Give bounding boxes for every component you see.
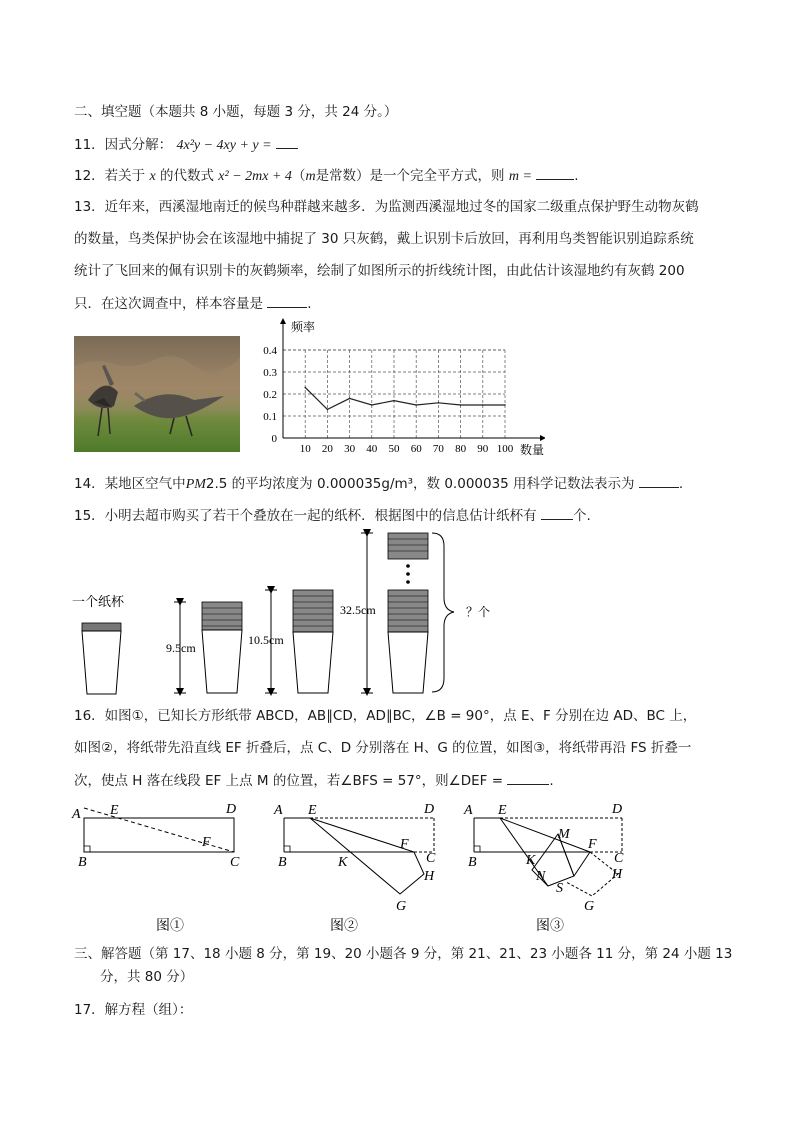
y-axis-arrow xyxy=(280,318,286,324)
q15-text: 15．小明去超市购买了若干个叠放在一起的纸杯．根据图中的信息估计纸杯有 xyxy=(74,508,537,524)
x-tick-label: 100 xyxy=(496,443,514,455)
q12-var-x: x xyxy=(149,169,156,184)
x-tick-label: 20 xyxy=(321,443,333,455)
x-tick-label: 10 xyxy=(299,443,311,455)
q13-line-4-text: 只．在这次调查中，样本容量是 xyxy=(74,296,263,312)
q12-answer-blank xyxy=(536,165,574,180)
q16-line-1: 16．如图①，已知长方形纸带 ABCD，AB∥CD，AD∥BC，∠B = 90°，点 E、F 分别在边 AD、BC 上， xyxy=(74,708,697,724)
pt-A-2: A xyxy=(274,803,283,818)
cup-stack-small xyxy=(166,602,242,693)
pt-K-2: K xyxy=(338,855,348,870)
crane-photo xyxy=(74,336,240,452)
unknown-count-label: ？个 xyxy=(466,605,491,619)
section-2-title: 二、填空题（本题共 8 小题，每题 3 分，共 24 分。） xyxy=(74,104,398,120)
pt-E-2: E xyxy=(308,803,317,818)
y-tick-label: 0.1 xyxy=(263,411,277,423)
x-tick-label: 40 xyxy=(366,443,378,455)
x-tick-label: 80 xyxy=(455,443,467,455)
pt-D-3: D xyxy=(612,802,623,817)
q16-answer-blank xyxy=(507,770,549,785)
pt-N-3: N xyxy=(536,869,546,884)
pt-M-3: M xyxy=(558,827,570,842)
pt-G-2: G xyxy=(396,899,407,914)
q13-line-2: 的数量，鸟类保护协会在该湿地中捕捉了 30 只灰鹤，戴上识别卡后放回，再利用鸟类智能识别追踪系统 xyxy=(74,231,694,247)
pt-A-1: A xyxy=(72,807,81,822)
q12-text-c: （ xyxy=(291,168,306,184)
q15-answer-blank xyxy=(541,505,573,520)
q11-answer-blank xyxy=(276,134,298,149)
q14-period: . xyxy=(678,476,684,492)
fig-2-caption: 图② xyxy=(330,919,358,934)
q12-expression: x² − 2mx + 4 xyxy=(218,169,292,184)
pt-E-3: E xyxy=(498,803,507,818)
frequency-series-line xyxy=(305,387,505,409)
q16-line-3-text: 次，使点 H 落在线段 EF 上点 M 的位置，若∠BFS = 57°，则∠DEF = xyxy=(74,773,504,789)
paper-cups-figure xyxy=(70,528,510,700)
q16-line-2: 如图②，将纸带先沿直线 EF 折叠后，点 C、D 分别落在 H、G 的位置，如图③，将纸带再沿 FS 折叠一 xyxy=(74,740,692,756)
q12-period: . xyxy=(574,168,579,184)
q12-var-m: m xyxy=(305,169,316,184)
question-12 xyxy=(74,165,579,187)
q12-m-equals: m = xyxy=(508,169,532,184)
pt-D-2: D xyxy=(424,802,435,817)
q13-period: . xyxy=(307,296,312,312)
q13-answer-blank xyxy=(267,293,307,308)
pt-E-1: E xyxy=(110,803,119,818)
height-10.5cm: 10.5cm xyxy=(248,633,284,647)
figure-1 xyxy=(71,802,240,934)
pt-C-3: C xyxy=(614,851,624,866)
pt-D-1: D xyxy=(226,802,237,817)
q13-line-4 xyxy=(74,293,312,314)
height-32.5cm: 32.5cm xyxy=(340,603,376,617)
fig-1-caption: 图① xyxy=(156,919,184,934)
q11-expression: 4x²y − 4xy + y = xyxy=(176,138,272,153)
frequency-line-chart xyxy=(255,318,545,460)
cup-stack-tall xyxy=(340,533,490,693)
x-axis-label: 数量 xyxy=(520,443,545,457)
x-axis-arrow xyxy=(540,435,545,441)
pt-F-1: F xyxy=(202,835,211,850)
height-9.5cm: 9.5cm xyxy=(166,641,196,655)
one-cup-label: 一个纸杯 xyxy=(72,594,125,609)
cup-stack-medium xyxy=(248,590,333,693)
pt-G-3: G xyxy=(584,899,595,914)
question-11 xyxy=(74,134,298,156)
pt-B-1: B xyxy=(78,855,87,870)
pt-C-1: C xyxy=(230,855,240,870)
q16-period: . xyxy=(549,773,554,789)
pt-B-2: B xyxy=(278,855,287,870)
pt-S-3: S xyxy=(556,881,563,896)
q15-unit: 个. xyxy=(572,508,591,524)
question-14 xyxy=(74,473,683,495)
q12-text-d: 是常数）是一个完全平方式，则 xyxy=(315,168,505,184)
chart-grid xyxy=(283,350,505,438)
x-tick-label: 70 xyxy=(432,443,444,455)
pt-F-3: F xyxy=(588,837,597,852)
single-cup xyxy=(82,623,121,694)
section-3-line-2: 分，共 80 分） xyxy=(100,969,194,985)
pt-H-2: H xyxy=(424,869,435,884)
x-tick-label: 30 xyxy=(344,443,356,455)
pt-K-3: K xyxy=(526,853,536,868)
q16-line-3 xyxy=(74,770,554,791)
folding-figures xyxy=(66,798,666,938)
y-axis-label: 频率 xyxy=(291,320,316,334)
question-15 xyxy=(74,505,591,526)
q14-pm: PM xyxy=(185,477,206,492)
pt-H-3: H xyxy=(612,867,623,882)
y-tick-label: 0 xyxy=(271,433,277,445)
q12-text-a: 12．若关于 xyxy=(74,168,146,184)
figure-3 xyxy=(463,802,624,934)
x-tick-label: 50 xyxy=(388,443,400,455)
q11-label: 11．因式分解： xyxy=(74,137,173,153)
figure-2 xyxy=(273,802,436,934)
question-17: 17．解方程（组）： xyxy=(74,1002,193,1018)
y-tick-label: 0.4 xyxy=(263,345,277,357)
fig-3-caption: 图③ xyxy=(536,919,564,934)
q13-line-1: 13．近年来，西溪湿地南迁的候鸟种群越来越多．为监测西溪湿地过冬的国家二级重点保护野生动物灰鹤 xyxy=(74,199,699,215)
q14-text-b: 2.5 的平均浓度为 0.000035g/m³，数 0.000035 用科学记数法表示为 xyxy=(205,476,635,492)
pt-F-2: F xyxy=(400,837,409,852)
pt-C-2: C xyxy=(426,851,436,866)
pt-B-3: B xyxy=(468,855,477,870)
q12-text-b: 的代数式 xyxy=(160,168,214,184)
section-3-line-1: 三、解答题（第 17、18 小题 8 分，第 19、20 小题各 9 分，第 21、21、23 小题各 11 分，第 24 小题 13 xyxy=(74,946,733,962)
q14-text-a: 14．某地区空气中 xyxy=(74,476,186,492)
q13-line-3: 统计了飞回来的佩有识别卡的灰鹤频率，绘制了如图所示的折线统计图，由此估计该湿地约有灰鹤 200 xyxy=(74,263,685,279)
y-tick-label: 0.2 xyxy=(263,389,277,401)
x-tick-label: 90 xyxy=(477,443,489,455)
q14-answer-blank xyxy=(639,473,679,488)
y-tick-label: 0.3 xyxy=(263,367,277,379)
pt-A-3: A xyxy=(464,803,473,818)
x-tick-label: 60 xyxy=(410,443,422,455)
